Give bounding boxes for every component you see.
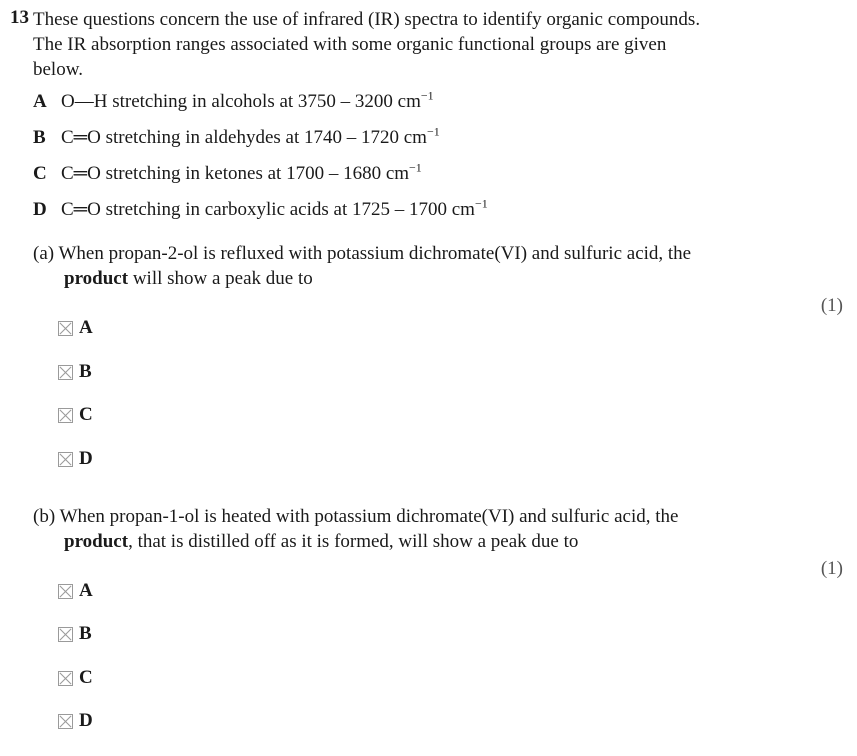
- part-a-option-a[interactable]: [58, 317, 93, 339]
- part-b-option-b[interactable]: [58, 623, 92, 645]
- group-text: stretching in carboxylic acids at 1725 – 1700 cm: [100, 199, 475, 220]
- group-unit-exponent: −1: [426, 124, 440, 139]
- part-label: (b): [33, 506, 56, 527]
- crossed-checkbox-icon[interactable]: [58, 584, 73, 599]
- option-label: A: [79, 580, 93, 601]
- part-a-option-b[interactable]: [58, 361, 92, 383]
- option-label: A: [79, 317, 93, 338]
- part-label: (a): [33, 243, 55, 264]
- group-unit-exponent: −1: [474, 196, 488, 211]
- part-b-option-c[interactable]: [58, 667, 93, 689]
- stem-line: below.: [33, 59, 83, 80]
- option-label: D: [79, 448, 93, 469]
- option-label: D: [79, 710, 93, 731]
- group-letter: D: [33, 199, 47, 220]
- part-text: When propan-1-ol is heated with potassium dichromate(VI) and sulfuric acid, the: [55, 506, 679, 527]
- functional-group-a: [33, 88, 434, 113]
- part-text: , that is distilled off as it is formed, will show a peak due to: [128, 531, 579, 552]
- functional-group-d: [33, 196, 488, 221]
- option-label: C: [79, 667, 93, 688]
- group-unit-exponent: −1: [420, 88, 434, 103]
- crossed-checkbox-icon[interactable]: [58, 627, 73, 642]
- part-text: will show a peak due to: [128, 268, 313, 289]
- question-stem: [33, 7, 833, 82]
- crossed-checkbox-icon[interactable]: [58, 408, 73, 423]
- group-bond: C═O: [61, 199, 101, 220]
- stem-line: These questions concern the use of infrared (IR) spectra to identify organic compounds.: [33, 9, 701, 30]
- option-label: B: [79, 623, 92, 644]
- question-number: 13: [10, 7, 29, 28]
- group-text: stretching in alcohols at 3750 – 3200 cm: [107, 91, 421, 112]
- functional-group-b: [33, 124, 440, 149]
- group-letter: B: [33, 127, 46, 148]
- group-bond: C═O: [61, 163, 101, 184]
- group-bond: C═O: [61, 127, 101, 148]
- part-bold-term: product: [64, 268, 129, 289]
- crossed-checkbox-icon[interactable]: [58, 714, 73, 729]
- part-text: When propan-2-ol is refluxed with potassium dichromate(VI) and sulfuric acid, the: [54, 243, 692, 264]
- part-b-option-a[interactable]: [58, 580, 93, 602]
- option-label: B: [79, 361, 92, 382]
- part-a-question: [33, 241, 833, 291]
- group-unit-exponent: −1: [409, 160, 422, 175]
- part-b-marks: (1): [820, 558, 843, 579]
- group-text: stretching in aldehydes at 1740 – 1720 cm: [100, 127, 427, 148]
- stem-line: The IR absorption ranges associated with some organic functional groups are given: [33, 34, 667, 55]
- part-b-question: [33, 504, 833, 554]
- crossed-checkbox-icon[interactable]: [58, 452, 73, 467]
- option-label: C: [79, 404, 93, 425]
- part-a-option-c[interactable]: [58, 404, 93, 426]
- functional-group-c: [33, 160, 422, 185]
- group-letter: A: [33, 91, 47, 112]
- group-text: stretching in ketones at 1700 – 1680 cm: [100, 163, 410, 184]
- crossed-checkbox-icon[interactable]: [58, 321, 73, 336]
- part-a-option-d[interactable]: [58, 448, 93, 470]
- part-a-marks: (1): [820, 295, 843, 316]
- group-letter: C: [33, 163, 47, 184]
- group-bond: O—H: [61, 91, 108, 112]
- part-bold-term: product: [64, 531, 129, 552]
- part-b-option-d[interactable]: [58, 710, 93, 732]
- crossed-checkbox-icon[interactable]: [58, 365, 73, 380]
- crossed-checkbox-icon[interactable]: [58, 671, 73, 686]
